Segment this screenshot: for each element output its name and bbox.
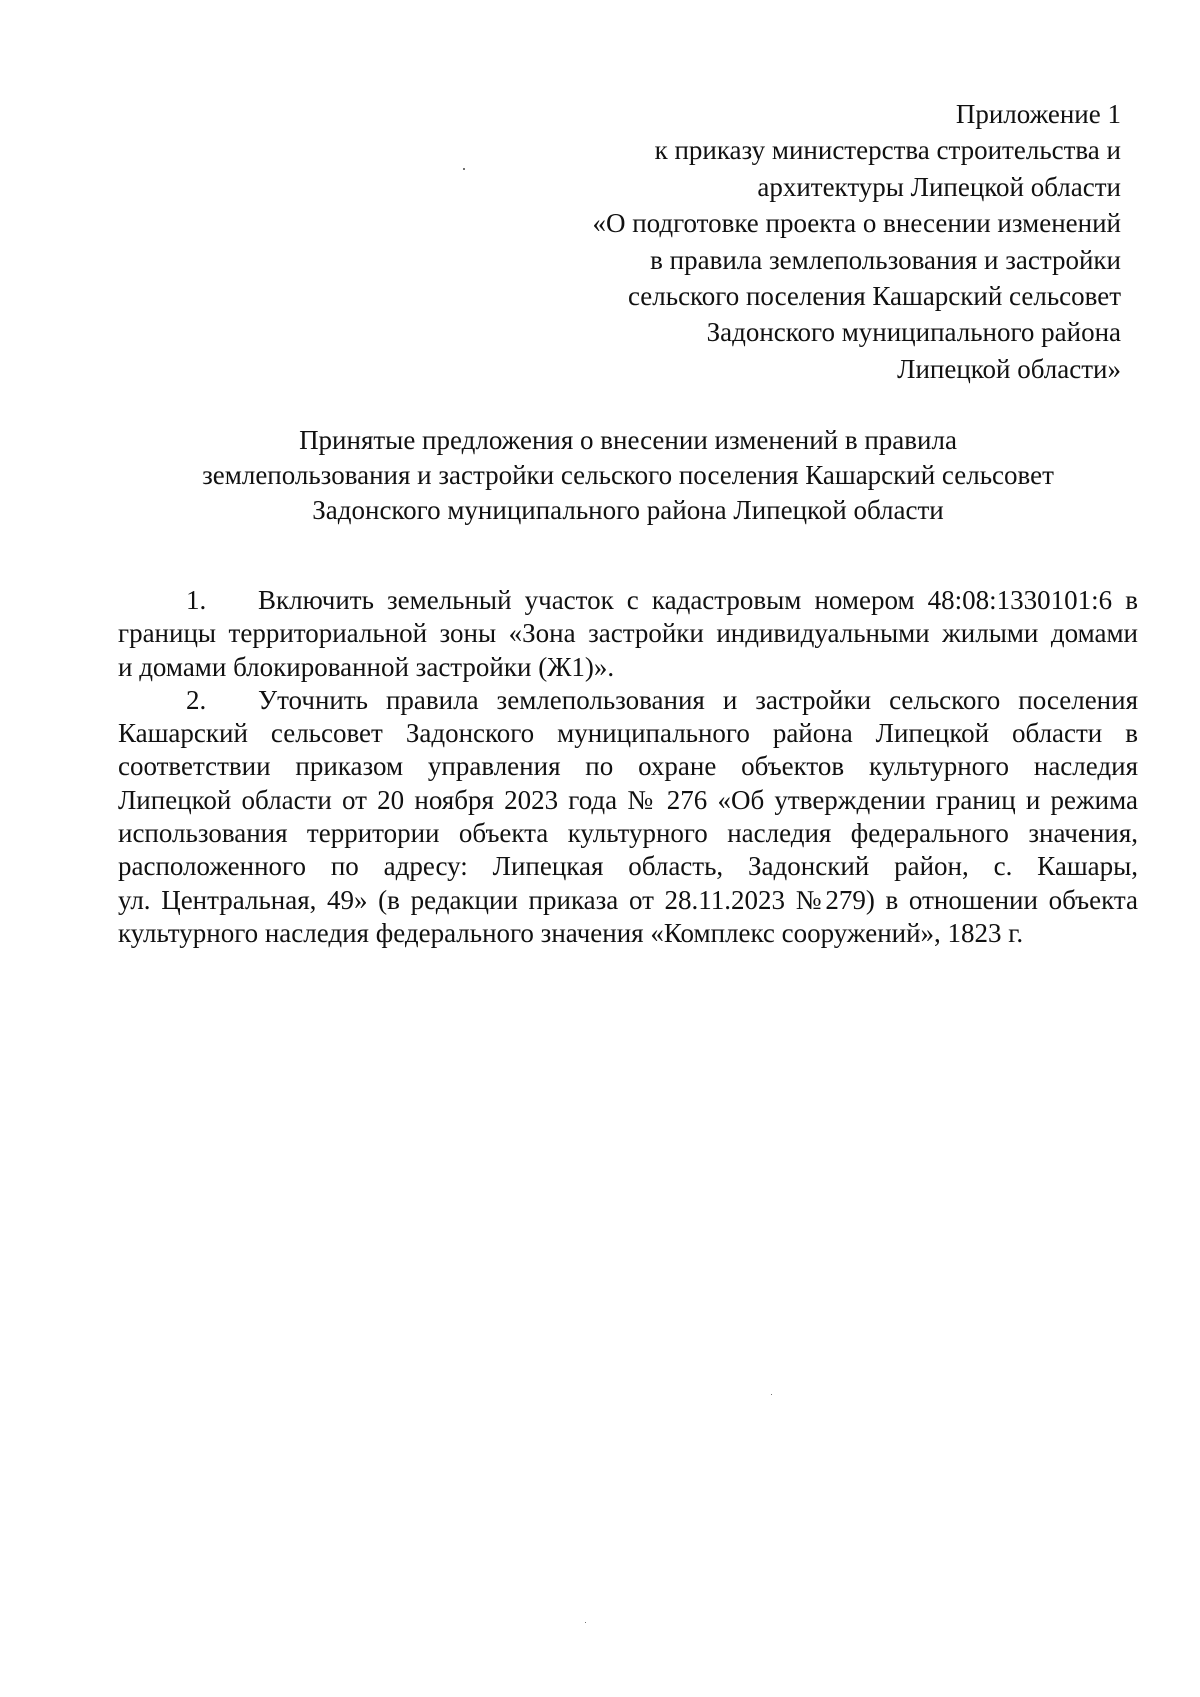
list-item (118, 684, 1138, 950)
item-text-line: границы территориальной зоны «Зона застройки индивидуальными жилыми домами (118, 618, 1138, 649)
item-text-line: культурного наследия федерального значения «Комплекс сооружений», 1823 г. (118, 917, 1024, 948)
appendix-line: «О подготовке проекта о внесении изменений (592, 208, 1121, 239)
scan-speck (771, 1394, 772, 1395)
appendix-line: в правила землепользования и застройки (650, 244, 1121, 275)
item-text-line: использования территории объекта культурного наследия федерального значения, (118, 818, 1138, 849)
item-number: 2. (186, 684, 207, 715)
title-line: землепользования и застройки сельского поселения Кашарский сельсовет (202, 460, 1054, 490)
appendix-line: Приложение 1 (955, 99, 1121, 129)
appendix-line: к приказу министерства строительства и (654, 135, 1121, 166)
appendix-header (501, 96, 1121, 387)
list-item (118, 584, 1138, 684)
item-text-line: и домами блокированной застройки (Ж1)». (118, 651, 615, 682)
scan-speck (585, 1622, 586, 1623)
item-text-line: Кашарский сельсовет Задонского муниципального района Липецкой области в (118, 718, 1138, 749)
document-title (118, 423, 1138, 528)
item-text-line: ул. Центральная, 49» (в редакции приказа от 28.11.2023 №279) в отношении объекта (118, 884, 1138, 915)
document-body (118, 584, 1138, 950)
title-line: Принятые предложения о внесении изменений в правила (299, 425, 957, 455)
appendix-line: архитектуры Липецкой области (757, 171, 1121, 202)
item-text-line: соответствии приказом управления по охране объектов культурного наследия (118, 751, 1138, 782)
appendix-line: сельского поселения Кашарский сельсовет (627, 281, 1121, 312)
appendix-line: Задонского муниципального района (706, 317, 1121, 348)
item-text-line: Липецкой области от 20 ноября 2023 года № 276 «Об утверждении границ и режима (118, 784, 1138, 815)
item-text-line: расположенного по адресу: Липецкая область, Задонский район, с. Кашары, (118, 851, 1138, 882)
item-text-line: Уточнить правила землепользования и застройки сельского поселения (258, 684, 1138, 715)
appendix-line: Липецкой области» (897, 353, 1121, 384)
item-number: 1. (186, 585, 207, 615)
title-line: Задонского муниципального района Липецкой области (312, 495, 944, 525)
item-text-line: Включить земельный участок с кадастровым номером 48:08:1330101:6 в (258, 585, 1138, 615)
scan-speck (463, 168, 465, 170)
